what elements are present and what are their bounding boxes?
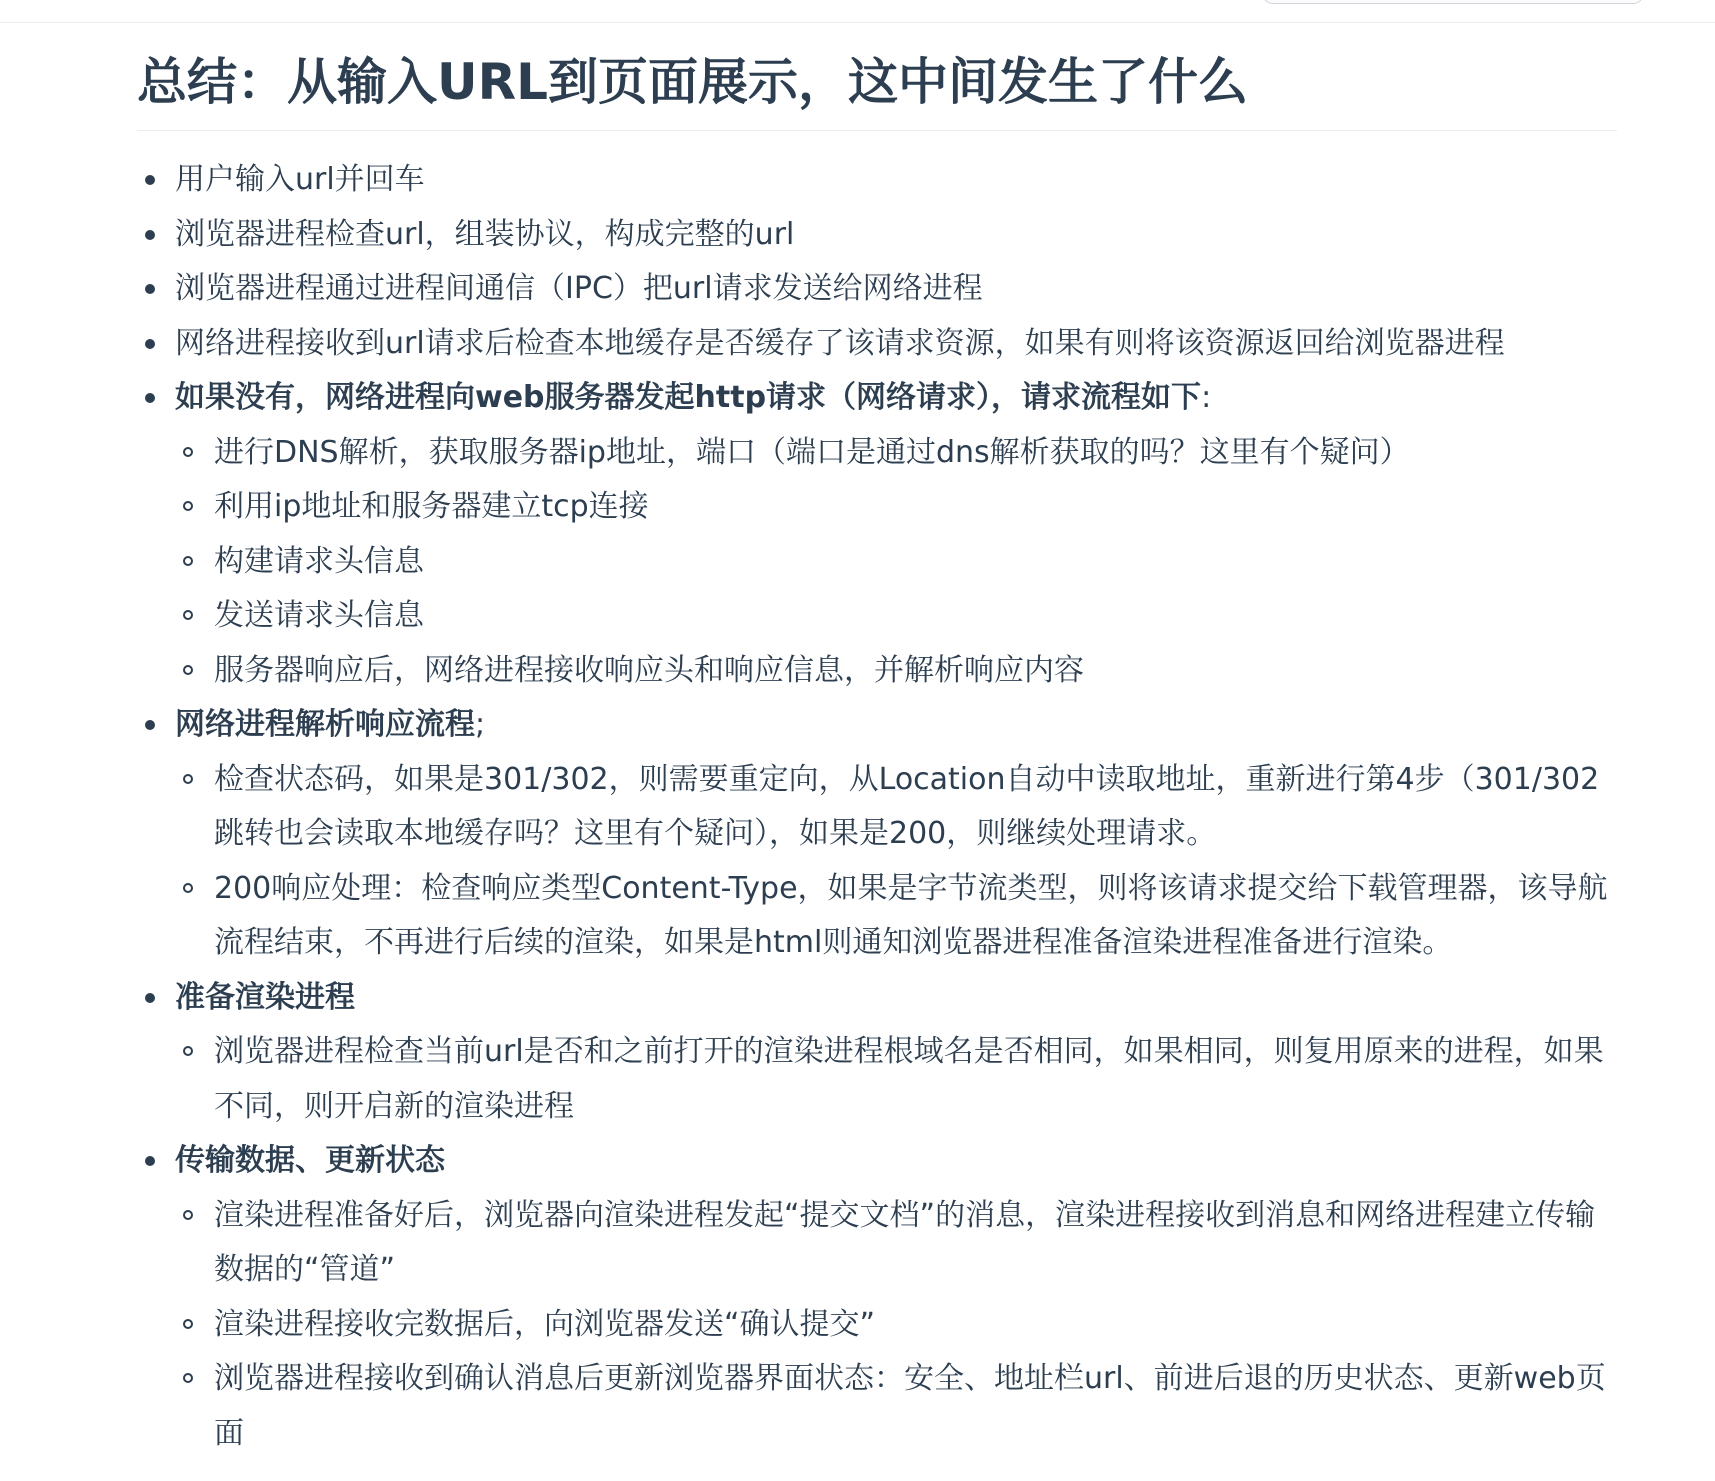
bullet-icon [145, 993, 155, 1003]
bullet-icon [145, 284, 155, 294]
list-item [137, 208, 1617, 263]
sub-list [175, 426, 1617, 699]
circle-bullet-icon [183, 1319, 193, 1329]
list-item [137, 153, 1617, 208]
bullet-icon [145, 339, 155, 349]
search-box[interactable] [1262, 0, 1644, 4]
sub-list [175, 1025, 1617, 1134]
circle-bullet-icon [183, 556, 193, 566]
sub-list-item [175, 589, 1617, 644]
bullet-icon [145, 1156, 155, 1166]
bullet-icon [145, 720, 155, 730]
list-item-heading: 传输数据、更新状态 [175, 1143, 445, 1178]
list-item-heading: 如果没有，网络进程向web服务器发起http请求（网络请求），请求流程如下 [175, 380, 1202, 415]
sub-list-item-text: 渲染进程接收完数据后，向浏览器发送“确认提交” [214, 1306, 876, 1342]
sub-list-item-text: 进行DNS解析，获取服务器ip地址，端口（端口是通过dns解析获取的吗？这里有个疑问） [214, 434, 1410, 470]
list-item-text: 网络进程接收到url请求后检查本地缓存是否缓存了该请求资源，如果有则将该资源返回给浏览器进程 [175, 325, 1505, 361]
list-item [137, 262, 1617, 317]
list-item-transfer-data [137, 1134, 1617, 1461]
summary-list [137, 153, 1617, 1461]
circle-bullet-icon [183, 1373, 193, 1383]
sub-list-item [175, 753, 1617, 862]
sub-list-item-text: 服务器响应后，网络进程接收响应头和响应信息，并解析响应内容 [214, 652, 1084, 688]
sub-list-item [175, 862, 1617, 971]
sub-list-item-text: 渲染进程准备好后，浏览器向渲染进程发起“提交文档”的消息，渲染进程接收到消息和网络进程建立传输数据的“管道” [214, 1197, 1596, 1287]
circle-bullet-icon [183, 610, 193, 620]
list-item-heading: 网络进程解析响应流程 [175, 707, 475, 742]
sub-list-item [175, 426, 1617, 481]
sub-list-item [175, 1298, 1617, 1353]
list-item-suffix: : [1201, 380, 1212, 415]
sub-list [175, 1189, 1617, 1462]
list-item-parse-response [137, 698, 1617, 971]
sub-list-item-text: 浏览器进程接收到确认消息后更新浏览器界面状态：安全、地址栏url、前进后退的历史状态、更新web页面 [214, 1361, 1606, 1451]
list-item-text: 浏览器进程检查url，组装协议，构成完整的url [175, 216, 795, 252]
sub-list-item-text: 利用ip地址和服务器建立tcp连接 [214, 489, 649, 524]
circle-bullet-icon [183, 665, 193, 675]
sub-list-item [175, 1025, 1617, 1134]
list-item-suffix: ; [475, 707, 486, 742]
circle-bullet-icon [183, 774, 193, 784]
list-item-http-request [137, 371, 1617, 698]
list-item-prepare-render [137, 971, 1617, 1135]
sub-list [175, 753, 1617, 971]
list-item-text: 浏览器进程通过进程间通信（IPC）把url请求发送给网络进程 [175, 271, 983, 306]
sub-list-item [175, 535, 1617, 590]
page-title: 总结：从输入URL到页面展示，这中间发生了什么 [137, 46, 1617, 131]
sub-list-item-text: 浏览器进程检查当前url是否和之前打开的渲染进程根域名是否相同，如果相同，则复用原来的进程，如果不同，则开启新的渲染进程 [214, 1034, 1604, 1124]
sub-list-item [175, 480, 1617, 535]
sub-list-item-text: 发送请求头信息 [214, 598, 424, 633]
article-content [137, 46, 1617, 1461]
list-item-heading: 准备渲染进程 [175, 979, 355, 1015]
sub-list-item [175, 1189, 1617, 1298]
sub-list-item [175, 644, 1617, 699]
bullet-icon [145, 230, 155, 240]
sub-list-item [175, 1352, 1617, 1461]
circle-bullet-icon [183, 447, 193, 457]
sub-list-item-text: 200响应处理：检查响应类型Content-Type，如果是字节流类型，则将该请求提交给下载管理器，该导航流程结束，不再进行后续的渲染，如果是html则通知浏览器进程准备渲染进程准备进行渲染。 [214, 870, 1608, 960]
circle-bullet-icon [183, 883, 193, 893]
bullet-icon [145, 175, 155, 185]
circle-bullet-icon [183, 1210, 193, 1220]
circle-bullet-icon [183, 1046, 193, 1056]
sub-list-item-text: 检查状态码，如果是301/302，则需要重定向，从Location自动中读取地址，重新进行第4步（301/302跳转也会读取本地缓存吗？这里有个疑问），如果是200，则继续处理请求。 [214, 761, 1600, 851]
top-navbar [0, 0, 1715, 23]
circle-bullet-icon [183, 501, 193, 511]
sub-list-item-text: 构建请求头信息 [214, 543, 424, 579]
list-item [137, 317, 1617, 372]
list-item-text: 用户输入url并回车 [175, 162, 425, 197]
bullet-icon [145, 393, 155, 403]
